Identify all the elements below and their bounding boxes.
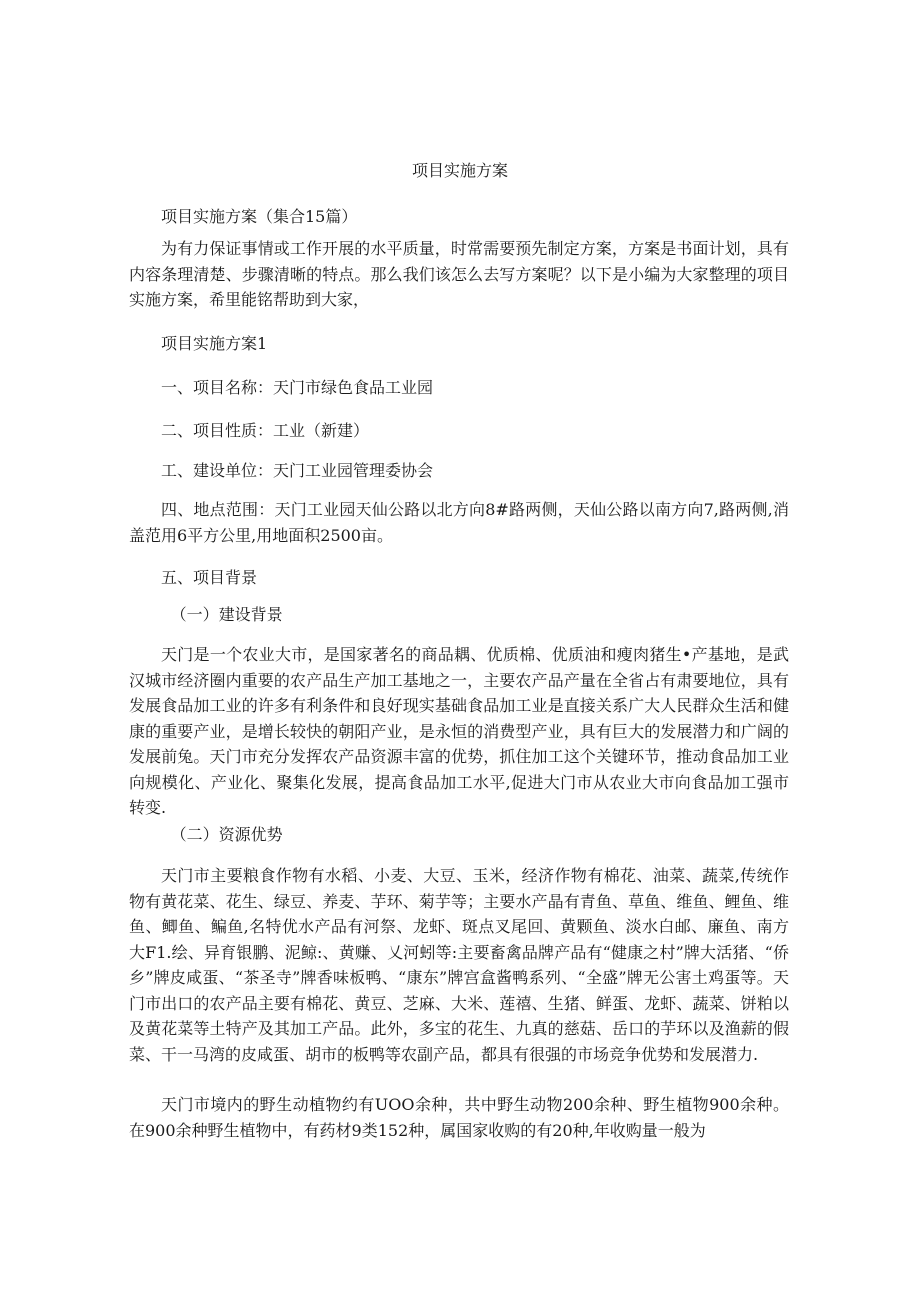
item-construction-unit: ⼯、建设单位：天门工业园管理委协会 — [161, 461, 434, 480]
construction-background-paragraph: 天门是一个农业大市，是国家著名的商品耦、优质棉、优质油和瘦肉猪生•产基地，是武汉城市经济圈内重要的农产品生产加工基地之一，主要农产品产量在全省占有肃要地位，具有发展食品加工业的许多有利条件和良好现实基础食品加工业是直接关系广大人民群众生活和健康的重要产业，是增长较快的朝阳产业，是永恒的消费型产业，具有巨大的发展潜力和广阔的发展前兔。天门市充分发挥农产品资源丰富的优势，抓住加工这个关键环节，推动食品加工业向规模化、产业化、聚集化发展，提高食品加工水平,促进大门市从农业大市向食品加工强市转变. — [129, 645, 789, 817]
page-title: 项目实施方案 — [411, 161, 508, 180]
resource-advantages-paragraph: 天门市主要粮食作物有水稻、小麦、大豆、玉米，经济作物有棉花、油菜、蔬菜,传统作物有黄花菜、花生、绿豆、养麦、芋环、菊芋等；主要水产晶有青鱼、草鱼、维鱼、鲤鱼、维鱼、鲫鱼、鳊鱼,名特优水产品有河祭、龙虾、斑点叉尾回、黄颗鱼、淡水白邮、廉鱼、南方大F1.绘、异育银鹏、泥鲸:、黄赚、乂河蚓等:主要畜禽品牌产品有“健康之村”牌大活猪、“侨乡”牌皮咸蛋、“茶圣寺”牌香味板鸭、“康东”牌宫盒酱鸭系列、“全盛”牌无公害土鸡蛋等。天门市出口的农产品主要有棉花、黄豆、芝麻、大米、莲禧、生猪、鲜蛋、龙虾、蔬菜、饼粕以及黄花菜等土特产及其加工产品。此外，多宝的花生、九真的慈菇、岳口的芋环以及渔薪的假菜、干一马湾的皮咸蛋、胡市的板鸭等农副产品，都具有很强的市场竞争优势和发展潜力. — [129, 866, 789, 1064]
section-heading: 项目实施方案1 — [161, 334, 268, 353]
heading-construction-background: （一）建设背景 — [170, 605, 283, 624]
wildlife-paragraph: 天门市境内的野生动植物约有UOO余种，共中野生动物200余种、野生植物900余种。在900余种野生植物中，有药材9类152种，属国家收购的有20种,年收购量一般为 — [129, 1095, 789, 1140]
item-project-name: 一、项目名称：天门市绿色食品工业园 — [161, 378, 434, 397]
item-location-scope: 四、地点范围：天门工业园天仙公路以北方向8#路两侧，天仙公路以南方向7,路两侧,消盖范用6平方公里,用地面积2500亩。 — [129, 500, 789, 545]
subtitle-paragraph: 项目实施方案（集合15篇） — [161, 207, 358, 226]
heading-project-background: 五、项目背景 — [161, 568, 258, 587]
heading-resource-advantages: （二）资源优势 — [170, 825, 283, 844]
item-project-nature: 二、项目性质：工业（新建） — [161, 421, 370, 440]
intro-paragraph: 为有力保证事情或工作开展的水平质量，时常需要预先制定方案，方案是书面计划，具有内容条理清楚、步骤清晰的特点。那么我们该怎么去写方案呢？以下是小编为大家整理的项目实施方案，希里能铭帮助到大家， — [129, 239, 789, 309]
